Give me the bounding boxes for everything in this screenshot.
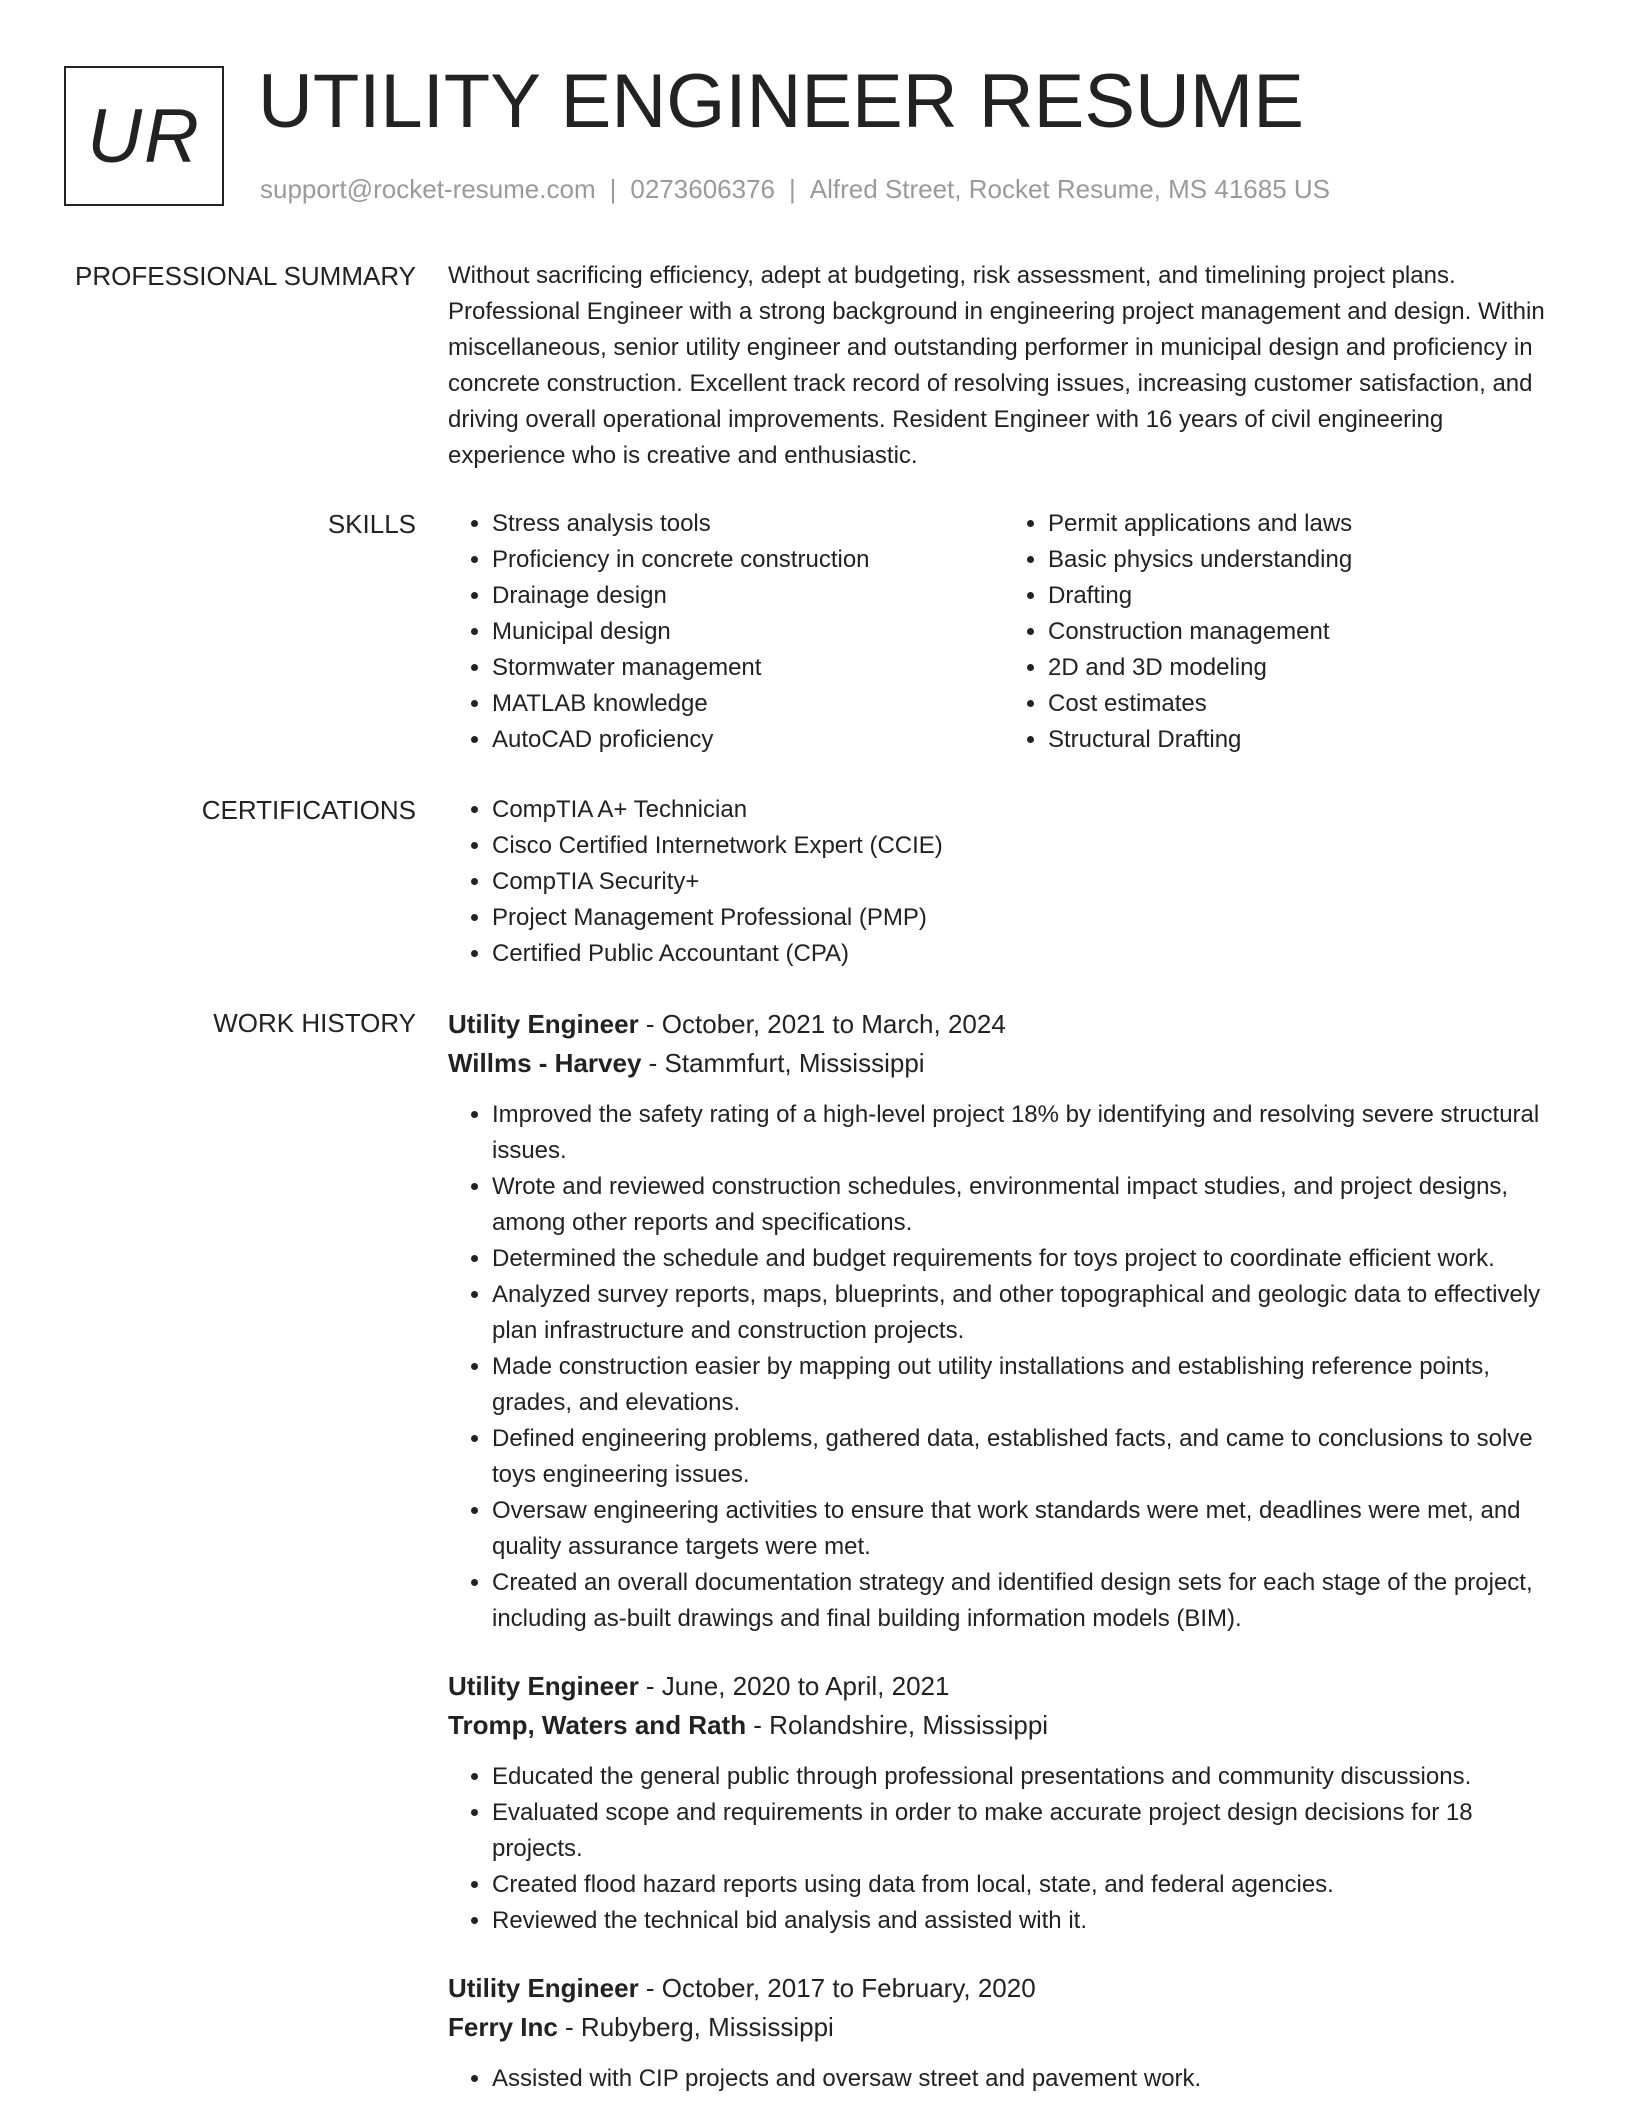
skill-item: • Stress analysis tools <box>492 506 1004 542</box>
job-bullets <box>448 2061 1560 2097</box>
skills-list-right <box>1004 506 1560 758</box>
job-bullet: • Created flood hazard reports using data from local, state, and federal agencies. <box>492 1867 1560 1903</box>
job-company: Ferry Inc <box>448 2012 558 2042</box>
job-bullet: • Analyzed survey reports, maps, blueprints, and other topographical and geologic data to effectively plan infrastructure and construction projects. <box>492 1277 1560 1349</box>
monogram-text: UR <box>87 93 201 179</box>
job-title: Utility Engineer <box>448 1009 639 1039</box>
contact-email[interactable]: support@rocket-resume.com <box>260 174 596 204</box>
job-bullet: • Evaluated scope and requirements in order to make accurate project design decisions for 18 projects. <box>492 1795 1560 1867</box>
work-history-heading: WORK HISTORY <box>213 1008 416 1038</box>
job-entry <box>448 1969 1560 2097</box>
skill-item: • AutoCAD proficiency <box>492 722 1004 758</box>
job-bullet: • Improved the safety rating of a high-level project 18% by identifying and resolving severe structural issues. <box>492 1097 1560 1169</box>
job-company: Willms - Harvey <box>448 1048 642 1078</box>
certification-item: • CompTIA A+ Technician <box>492 792 1560 828</box>
skill-item: • Municipal design <box>492 614 1004 650</box>
skills-body <box>448 506 1560 758</box>
skills-heading: SKILLS <box>327 509 416 539</box>
job-title-line <box>448 1667 1560 1706</box>
contact-phone[interactable]: 0273606376 <box>630 174 775 204</box>
job-title-line <box>448 1969 1560 2008</box>
contact-address: Alfred Street, Rocket Resume, MS 41685 US <box>809 174 1330 204</box>
job-dates: - October, 2021 to March, 2024 <box>638 1009 1006 1039</box>
summary-body <box>448 258 1560 474</box>
job-bullets <box>448 1759 1560 1939</box>
job-bullet: • Made construction easier by mapping out utility installations and establishing reference points, grades, and elevations. <box>492 1349 1560 1421</box>
job-location: - Rolandshire, Mississippi <box>746 1710 1049 1740</box>
job-bullet: • Reviewed the technical bid analysis and assisted with it. <box>492 1903 1560 1939</box>
job-bullet: • Determined the schedule and budget requirements for toys project to coordinate efficient work. <box>492 1241 1560 1277</box>
work-history-body <box>448 1005 1560 2127</box>
job-bullet: • Defined engineering problems, gathered data, established facts, and came to conclusions to solve toys engineering issues. <box>492 1421 1560 1493</box>
certifications-body <box>448 792 1560 972</box>
job-bullet: • Oversaw engineering activities to ensure that work standards were met, deadlines were met, and quality assurance targets were met. <box>492 1493 1560 1565</box>
summary-text: Without sacrificing efficiency, adept at budgeting, risk assessment, and timelining project plans. Professional Engineer with a strong background in engineering project management and design. Within miscellaneous, senior utility engineer and outstanding performer in municipal design and proficiency in concrete construction. Excellent track record of resolving issues, increasing customer satisfaction, and driving overall operational improvements. Resident Engineer with 16 years of civil engineering experience who is creative and enthusiastic. <box>448 262 1545 469</box>
skill-item: • Drafting <box>1048 578 1560 614</box>
skill-item: • Drainage design <box>492 578 1004 614</box>
resume-title: UTILITY ENGINEER RESUME <box>258 59 1304 144</box>
contact-separator: | <box>609 174 617 204</box>
certification-item: • Certified Public Accountant (CPA) <box>492 936 1560 972</box>
contact-separator: | <box>789 174 796 204</box>
job-bullets <box>448 1097 1560 1637</box>
job-title: Utility Engineer <box>448 1671 639 1701</box>
skill-item: • Construction management <box>1048 614 1560 650</box>
job-bullet: • Wrote and reviewed construction schedules, environmental impact studies, and project designs, among other reports and specifications. <box>492 1169 1560 1241</box>
monogram-logo <box>64 66 224 206</box>
job-entry <box>448 1667 1560 1939</box>
job-company: Tromp, Waters and Rath <box>448 1710 747 1740</box>
job-company-line <box>448 2008 1560 2047</box>
job-dates: - June, 2020 to April, 2021 <box>638 1671 950 1701</box>
skill-item: • Permit applications and laws <box>1048 506 1560 542</box>
certification-item: • Project Management Professional (PMP) <box>492 900 1560 936</box>
certifications-list <box>448 792 1560 972</box>
certification-item: • CompTIA Security+ <box>492 864 1560 900</box>
skill-item: • Structural Drafting <box>1048 722 1560 758</box>
skill-item: • Stormwater management <box>492 650 1004 686</box>
job-company-line <box>448 1706 1560 1745</box>
job-title: Utility Engineer <box>448 1973 639 2003</box>
job-location: - Rubyberg, Mississippi <box>557 2012 834 2042</box>
job-bullet: • Assisted with CIP projects and oversaw street and pavement work. <box>492 2061 1560 2097</box>
job-location: - Stammfurt, Mississippi <box>641 1048 925 1078</box>
certifications-heading: CERTIFICATIONS <box>201 795 416 825</box>
contact-line <box>260 174 1330 205</box>
job-dates: - October, 2017 to February, 2020 <box>638 1973 1036 2003</box>
certification-item: • Cisco Certified Internetwork Expert (CCIE) <box>492 828 1560 864</box>
job-company-line <box>448 1044 1560 1083</box>
skill-item: • MATLAB knowledge <box>492 686 1004 722</box>
skills-list-left <box>448 506 1004 758</box>
job-title-line <box>448 1005 1560 1044</box>
skill-item: • Basic physics understanding <box>1048 542 1560 578</box>
skill-item: • Cost estimates <box>1048 686 1560 722</box>
skill-item: • Proficiency in concrete construction <box>492 542 1004 578</box>
skill-item: • 2D and 3D modeling <box>1048 650 1560 686</box>
job-bullet: • Created an overall documentation strategy and identified design sets for each stage of the project, including as-built drawings and final building information models (BIM). <box>492 1565 1560 1637</box>
job-bullet: • Educated the general public through professional presentations and community discussions. <box>492 1759 1560 1795</box>
job-entry <box>448 1005 1560 1637</box>
summary-heading: PROFESSIONAL SUMMARY <box>75 261 416 291</box>
